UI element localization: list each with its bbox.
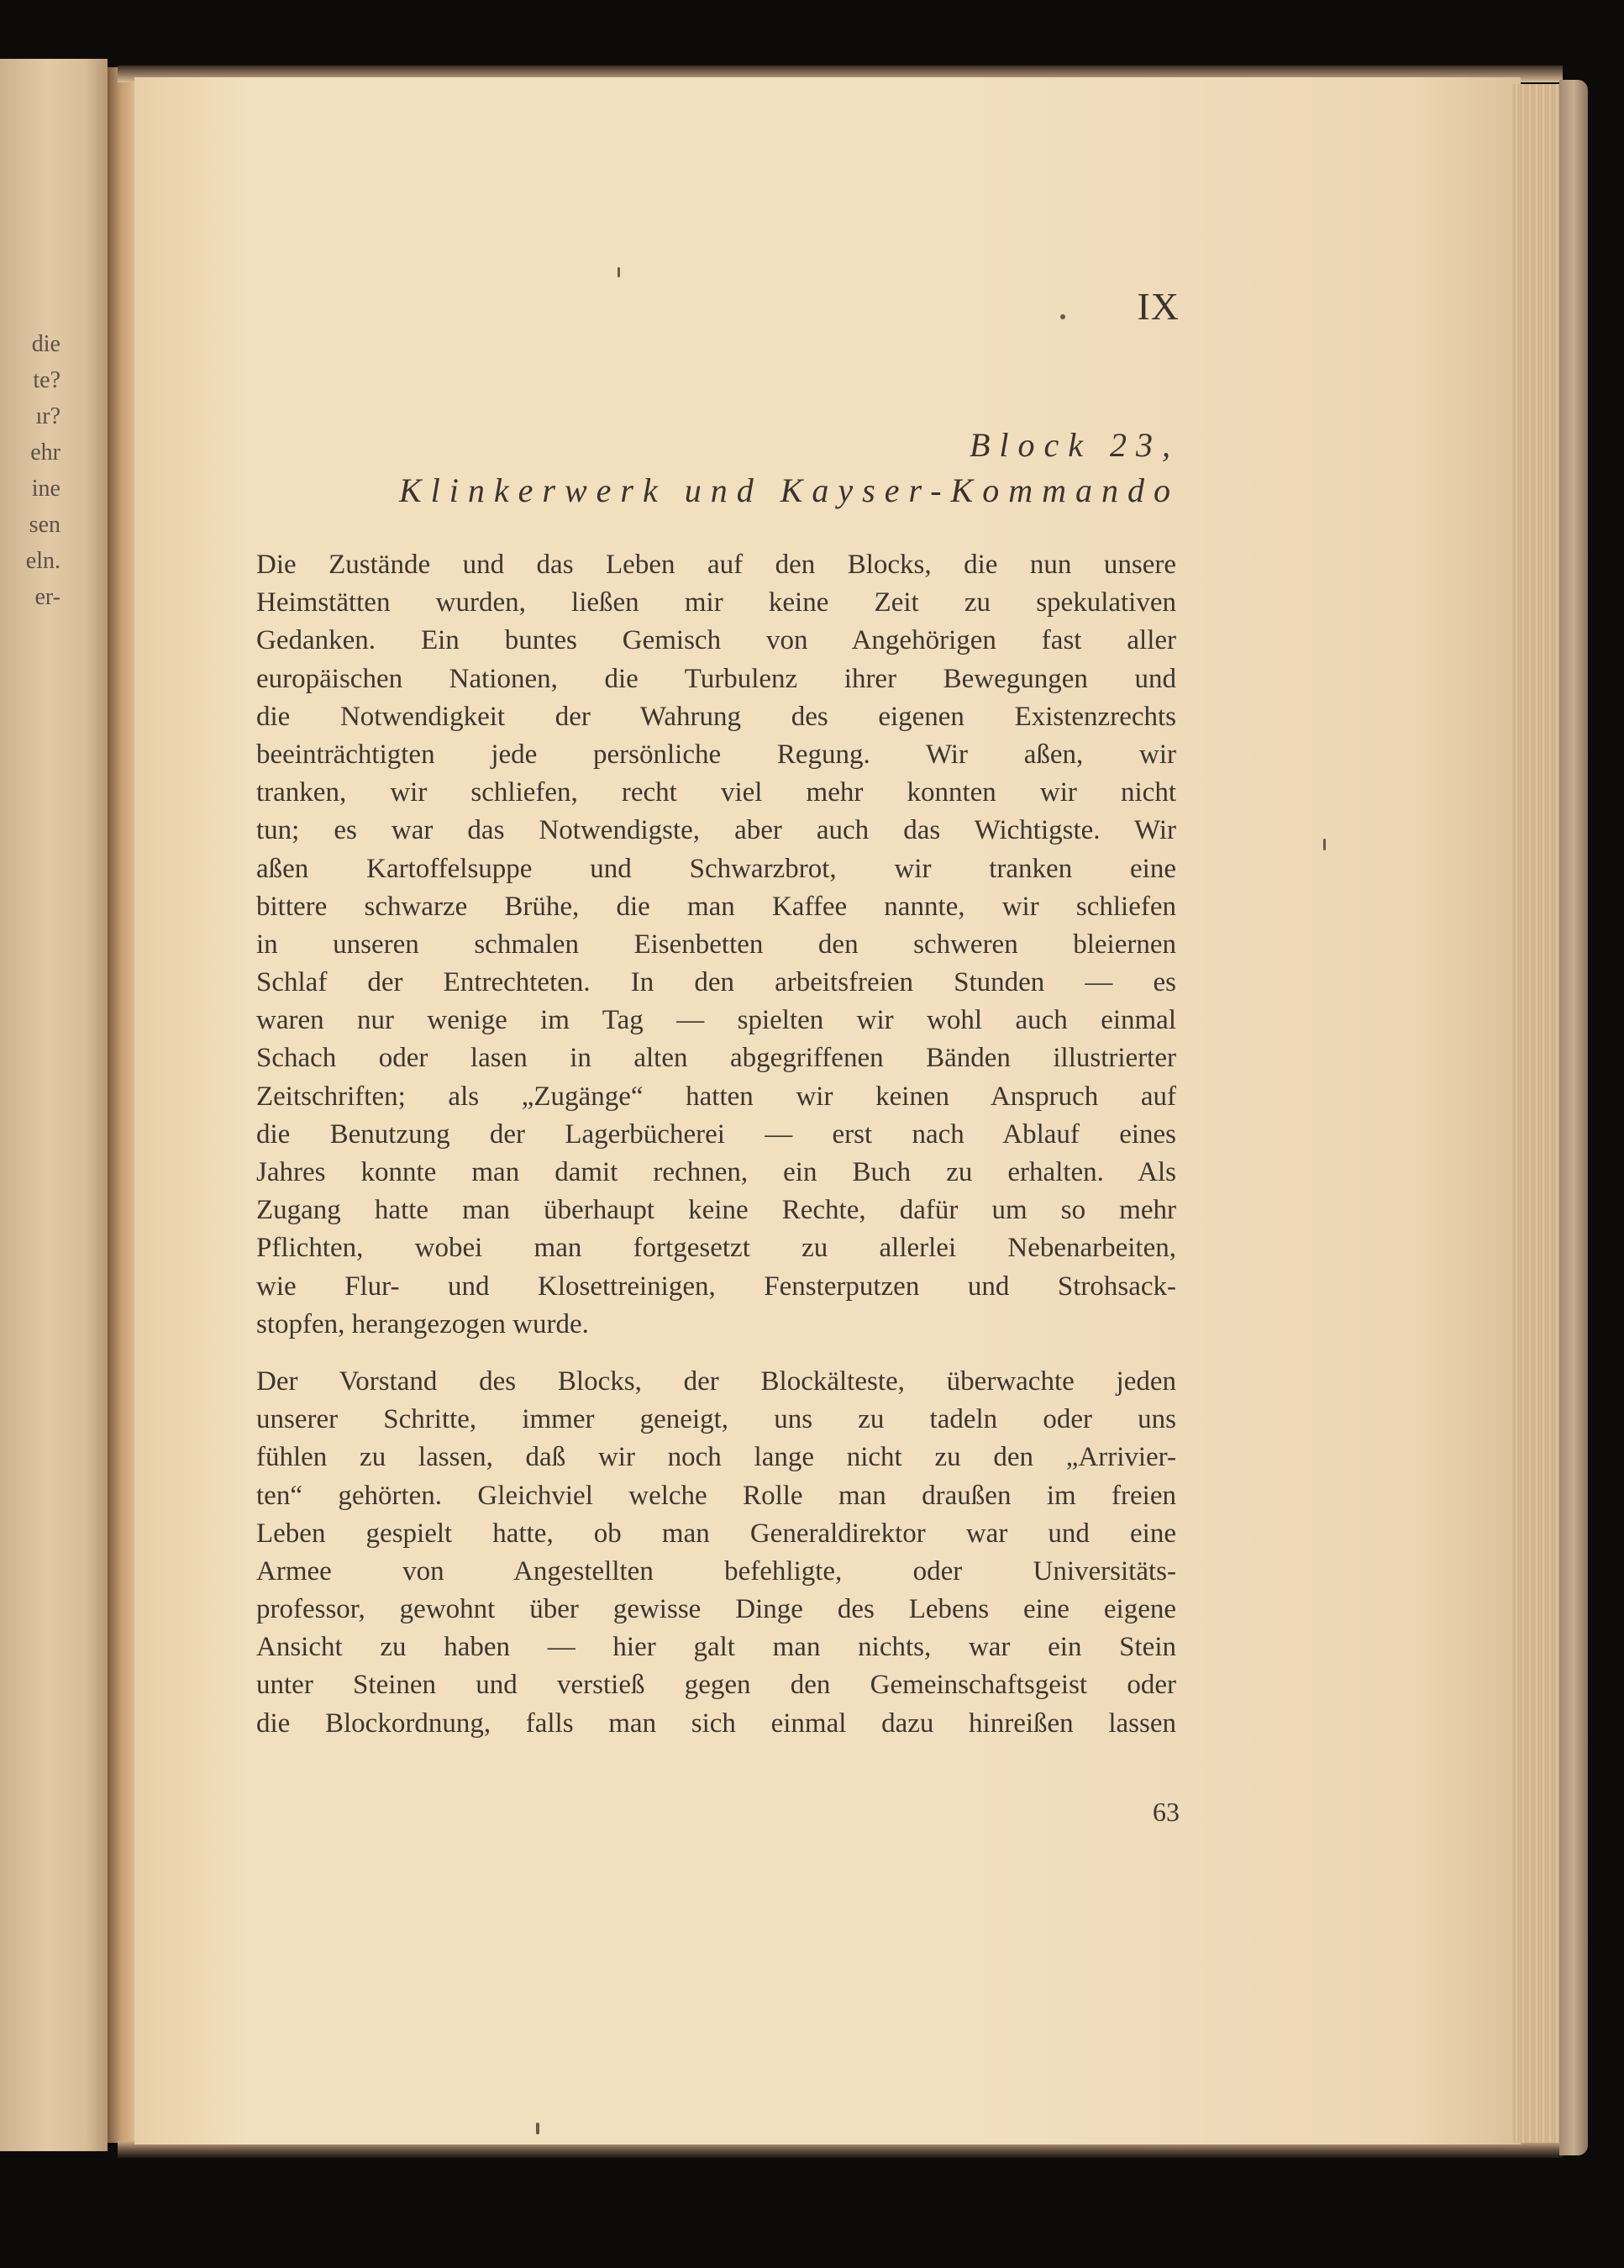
chapter-number: IX — [1137, 285, 1180, 328]
text-line: die Benutzung der Lagerbücherei — erst nach Ablauf eines — [256, 1118, 1176, 1150]
text-line: unter Steinen und verstieß gegen den Gemeinschaftsgeist oder — [256, 1670, 1176, 1701]
text-line: Der Vorstand des Blocks, der Blockälteste, überwachte jeden — [256, 1366, 1176, 1397]
paper-speck — [618, 267, 620, 277]
paragraph — [256, 546, 1176, 1344]
text-line: aßen Kartoffelsuppe und Schwarzbrot, wir tranken eine — [256, 853, 1176, 884]
text-line: stopfen, herangezogen wurde. — [256, 1308, 589, 1339]
text-line: Die Zustände und das Leben auf den Blocks, die nun unsere — [256, 550, 1176, 580]
paper-speck — [1060, 314, 1065, 319]
page-block-edges — [1512, 84, 1563, 2143]
book-cover-edge — [1559, 80, 1588, 2155]
text-line: fühlen zu lassen, daß wir noch lange nicht zu den „Arrivier- — [256, 1442, 1176, 1473]
left-facing-page — [0, 59, 108, 2151]
chapter-title-line-2: Klinkerwerk und Kayser-Kommando — [398, 471, 1180, 509]
text-line: bittere schwarze Brühe, die man Kaffee nannte, wir schliefen — [256, 891, 1176, 922]
left-fragment: te? — [33, 367, 60, 393]
text-line: beeinträchtigten jede persönliche Regung. Wir aßen, wir — [256, 739, 1176, 770]
left-fragment: ır? — [35, 403, 60, 429]
text-line: wie Flur- und Klosettreinigen, Fensterputzen und Strohsack- — [256, 1271, 1176, 1302]
left-fragment: ehr — [30, 439, 60, 466]
left-fragment: eln. — [25, 548, 60, 574]
text-line: tun; es war das Notwendigste, aber auch das Wichtigste. Wir — [256, 815, 1176, 846]
text-line: Zeitschriften; als „Zugänge“ hatten wir keinen Anspruch auf — [256, 1081, 1176, 1112]
paper-speck — [536, 2123, 539, 2134]
text-line: Ansicht zu haben — hier galt man nichts, war ein Stein — [256, 1632, 1176, 1663]
text-line: in unseren schmalen Eisenbetten den schweren bleiernen — [256, 929, 1176, 960]
chapter-title-line-1: Block 23, — [969, 426, 1180, 464]
left-page-text-fragments — [2, 326, 60, 615]
left-fragment: er- — [34, 584, 60, 610]
page-number: 63 — [1153, 1797, 1180, 1827]
text-line: Pflichten, wobei man fortgesetzt zu allerlei Nebenarbeiten, — [256, 1233, 1176, 1264]
text-line: Jahres konnte man damit rechnen, ein Buch zu erhalten. Als — [256, 1157, 1176, 1187]
text-line: Armee von Angestellten befehligte, oder Universitäts- — [256, 1555, 1176, 1587]
text-line: Leben gespielt hatte, ob man Generaldirektor war und eine — [256, 1518, 1176, 1549]
text-line: Schlaf der Entrechteten. In den arbeitsfreien Stunden — es — [256, 967, 1176, 998]
text-line: europäischen Nationen, die Turbulenz ihrer Bewegungen und — [256, 663, 1176, 694]
text-line: Zugang hatte man überhaupt keine Rechte, dafür um so mehr — [256, 1195, 1176, 1226]
left-fragment: ine — [31, 476, 60, 502]
text-line: ten“ gehörten. Gleichviel welche Rolle man draußen im freien — [256, 1480, 1176, 1511]
text-line: Heimstätten wurden, ließen mir keine Zeit zu spekulativen — [256, 587, 1176, 618]
text-line: unserer Schritte, immer geneigt, uns zu tadeln oder uns — [256, 1404, 1176, 1435]
text-line: tranken, wir schliefen, recht viel mehr konnten wir nicht — [256, 777, 1176, 808]
text-line: professor, gewohnt über gewisse Dinge des Lebens eine eigene — [256, 1594, 1176, 1625]
text-line: waren nur wenige im Tag — spielten wir wohl auch einmal — [256, 1005, 1176, 1036]
text-line: Gedanken. Ein buntes Gemisch von Angehörigen fast aller — [256, 625, 1176, 656]
text-line: die Blockordnung, falls man sich einmal dazu hinreißen lassen — [256, 1708, 1176, 1739]
paper-speck — [1323, 839, 1326, 850]
left-fragment: sen — [29, 512, 60, 538]
paragraph — [256, 1363, 1176, 1743]
left-fragment: die — [31, 331, 60, 357]
text-line: Schach oder lasen in alten abgegriffenen Bänden illustrierter — [256, 1043, 1176, 1074]
text-line: die Notwendigkeit der Wahrung des eigenen Existenzrechts — [256, 701, 1176, 732]
body-text — [256, 546, 1176, 1743]
